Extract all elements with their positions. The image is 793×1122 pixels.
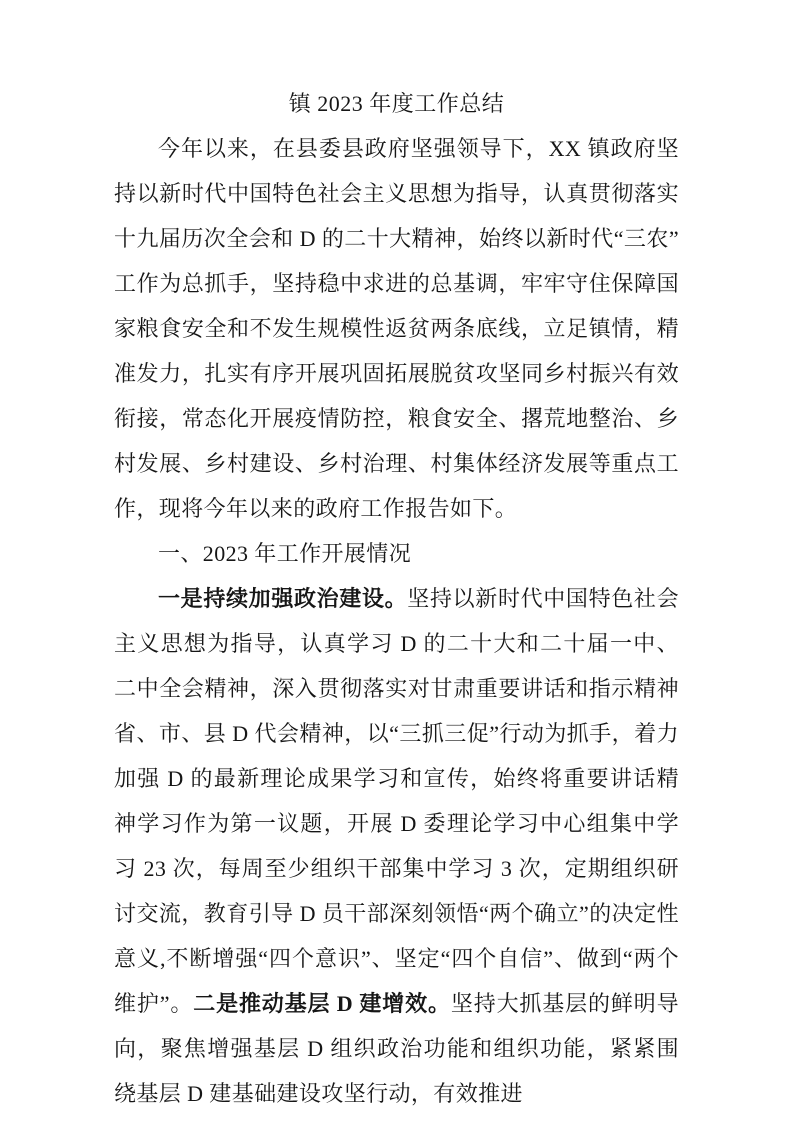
section-heading-1: 一、2023 年工作开展情况 xyxy=(158,541,412,566)
body-paragraph xyxy=(114,576,679,1116)
item1-text: 坚持以新时代中国特色社会主义思想为指导，认真学习 D 的二十大和二十届一中、二中全会精神，深入贯彻落实对甘肃重要讲话和指示精神省、市、县 D 代会精神，以“三抓三促”行动为抓手，着力加强 D 的最新理论成果学习和宣传，始终将重要讲话精神学习作为第一议题，开展 D 委理论学习中心组集中学习 23 次，每周至少组织干部集中学习 3 次，定期组织研讨交流，教育引导 D 员干部深刻领悟“两个确立”的决定性意义,不断增强“四个意识”、坚定“四个自信”、做到“两个维护”。 xyxy=(114,586,679,1016)
document-title: 镇 2023 年度工作总结 xyxy=(288,91,505,116)
item1-label: 一是持续加强政治建设。 xyxy=(158,586,408,611)
item2-text: 坚持大抓基层的鲜明导向，聚焦增强基层 D 组织政治功能和组织功能，紧紧围绕基层 D 建基础建设攻坚行动，有效推进 xyxy=(114,991,679,1106)
intro-paragraph: 今年以来，在县委县政府坚强领导下，XX 镇政府坚持以新时代中国特色社会主义思想为指导，认真贯彻落实十九届历次全会和 D 的二十大精神，始终以新时代“三农”工作为总抓手，坚持稳中求进的总基调，牢牢守住保障国家粮食安全和不发生规模性返贫两条底线，立足镇情，精准发力，扎实有序开展巩固拓展脱贫攻坚同乡村振兴有效衔接，常态化开展疫情防控，粮食安全、撂荒地整治、乡村发展、乡村建设、乡村治理、村集体经济发展等重点工作，现将今年以来的政府工作报告如下。 xyxy=(114,136,679,521)
item2-label: 二是推动基层 D 建增效。 xyxy=(193,991,451,1016)
